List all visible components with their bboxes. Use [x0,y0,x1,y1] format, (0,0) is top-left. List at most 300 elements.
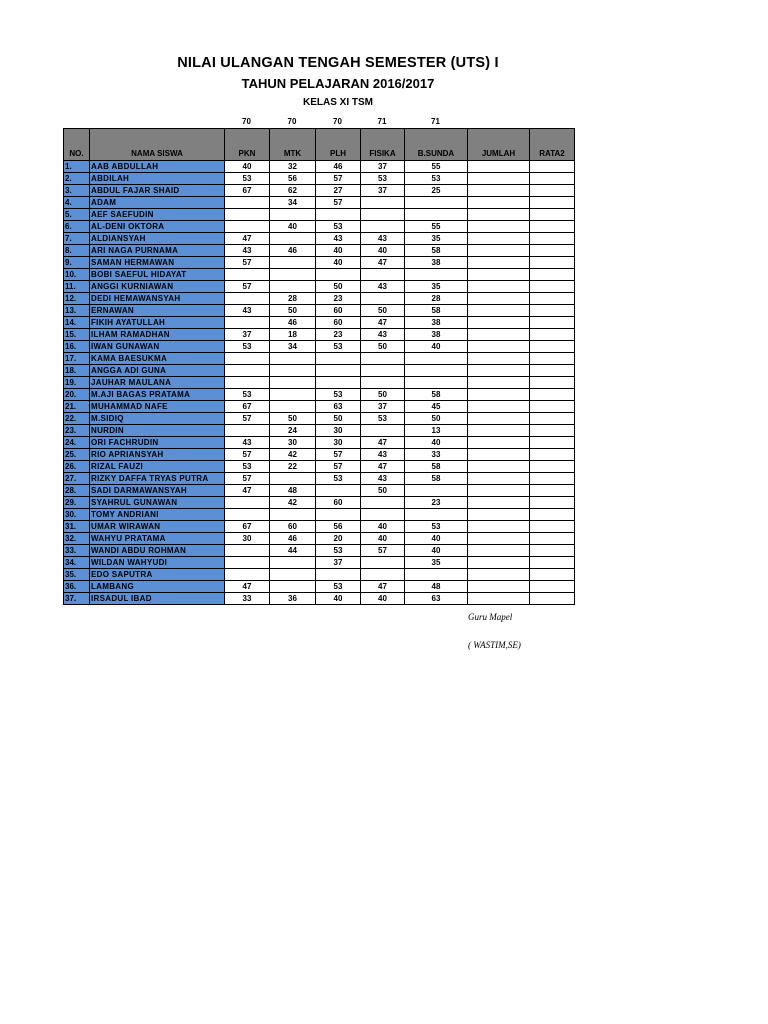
total-cell [468,221,530,233]
score-bsunda: 40 [405,545,468,557]
score-fisika: 47 [361,317,405,329]
score-mtk: 50 [270,413,316,425]
score-pkn: 57 [225,449,270,461]
score-mtk: 48 [270,485,316,497]
score-pkn: 67 [225,521,270,533]
average-cell [530,269,575,281]
score-mtk: 60 [270,521,316,533]
student-name: AEF SAEFUDIN [90,209,225,221]
total-cell [468,593,530,605]
total-cell [468,269,530,281]
score-fisika: 50 [361,389,405,401]
average-cell [530,593,575,605]
score-bsunda: 28 [405,293,468,305]
average-cell [530,485,575,497]
score-fisika: 43 [361,281,405,293]
score-plh: 60 [316,317,361,329]
total-cell [468,293,530,305]
col-bsunda-header: B.SUNDA [405,129,468,161]
score-mtk: 46 [270,245,316,257]
score-bsunda: 58 [405,461,468,473]
score-bsunda: 40 [405,437,468,449]
score-pkn: 53 [225,173,270,185]
score-pkn: 57 [225,413,270,425]
score-pkn: 30 [225,533,270,545]
student-name: ALDIANSYAH [90,233,225,245]
total-cell [468,449,530,461]
total-cell [468,485,530,497]
class-label: KELAS XI TSM [302,97,373,108]
score-mtk: 46 [270,533,316,545]
score-pkn [225,377,270,389]
student-name: ABDILAH [90,173,225,185]
score-mtk [270,509,316,521]
score-plh: 30 [316,425,361,437]
student-number: 1. [64,161,90,173]
score-pkn [225,365,270,377]
score-mtk: 28 [270,293,316,305]
student-name: UMAR WIRAWAN [90,521,225,533]
total-cell [468,341,530,353]
score-bsunda: 53 [405,521,468,533]
score-fisika: 53 [361,413,405,425]
score-fisika [361,209,405,221]
table-row [64,329,575,341]
score-fisika: 37 [361,185,405,197]
student-number: 7. [64,233,90,245]
average-cell [530,197,575,209]
average-cell [530,401,575,413]
student-number: 26. [64,461,90,473]
score-plh: 57 [316,173,361,185]
table-row [64,401,575,413]
score-fisika: 43 [361,449,405,461]
student-number: 18. [64,365,90,377]
student-name: M.SIDIQ [90,413,225,425]
student-name: ABDUL FAJAR SHAID [90,185,225,197]
table-row [64,437,575,449]
student-number: 5. [64,209,90,221]
average-cell [530,473,575,485]
score-bsunda: 55 [405,161,468,173]
score-mtk: 18 [270,329,316,341]
score-plh [316,509,361,521]
student-number: 23. [64,425,90,437]
average-cell [530,365,575,377]
table-row [64,521,575,533]
score-bsunda [405,485,468,497]
score-bsunda: 38 [405,329,468,341]
score-pkn: 53 [225,389,270,401]
score-plh: 20 [316,533,361,545]
score-bsunda: 38 [405,257,468,269]
student-number: 32. [64,533,90,545]
score-bsunda: 58 [405,473,468,485]
score-mtk: 34 [270,197,316,209]
student-name: LAMBANG [90,581,225,593]
student-name: SADI DARMAWANSYAH [90,485,225,497]
total-cell [468,209,530,221]
score-bsunda: 13 [405,425,468,437]
col-total-header: JUMLAH [468,129,530,161]
score-bsunda: 55 [405,221,468,233]
total-cell [468,245,530,257]
col-no-header: NO. [64,129,90,161]
score-bsunda [405,365,468,377]
total-cell [468,401,530,413]
score-fisika: 47 [361,461,405,473]
student-name: WILDAN WAHYUDI [90,557,225,569]
score-plh: 53 [316,221,361,233]
average-cell [530,389,575,401]
student-name: ORI FACHRUDIN [90,437,225,449]
score-plh [316,269,361,281]
score-fisika: 40 [361,245,405,257]
score-plh: 40 [316,257,361,269]
student-name: KAMA BAESUKMA [90,353,225,365]
average-cell [530,353,575,365]
score-plh [316,569,361,581]
score-pkn: 57 [225,281,270,293]
score-mtk: 40 [270,221,316,233]
average-cell [530,305,575,317]
score-fisika: 47 [361,257,405,269]
student-number: 13. [64,305,90,317]
score-plh [316,365,361,377]
student-name: SAMAN HERMAWAN [90,257,225,269]
student-number: 19. [64,377,90,389]
average-cell [530,209,575,221]
student-name: IWAN GUNAWAN [90,341,225,353]
score-bsunda: 33 [405,449,468,461]
score-bsunda: 63 [405,593,468,605]
total-cell [468,533,530,545]
student-number: 33. [64,545,90,557]
col-mtk-header: MTK [270,129,316,161]
score-pkn [225,425,270,437]
student-name: NURDIN [90,425,225,437]
score-bsunda: 45 [405,401,468,413]
table-row [64,377,575,389]
table-row [64,413,575,425]
student-number: 35. [64,569,90,581]
average-cell [530,497,575,509]
score-bsunda [405,509,468,521]
average-cell [530,173,575,185]
score-bsunda [405,197,468,209]
student-number: 30. [64,509,90,521]
score-fisika [361,221,405,233]
score-mtk [270,281,316,293]
score-pkn: 53 [225,461,270,473]
score-pkn [225,353,270,365]
score-pkn: 53 [225,341,270,353]
student-name: BOBI SAEFUL HIDAYAT [90,269,225,281]
col-fisika-header: FISIKA [361,129,405,161]
table-row [64,173,575,185]
student-number: 36. [64,581,90,593]
total-cell [468,377,530,389]
average-cell [530,581,575,593]
score-bsunda [405,569,468,581]
average-cell [530,281,575,293]
score-plh: 56 [316,521,361,533]
student-name: AAB ABDULLAH [90,161,225,173]
student-number: 8. [64,245,90,257]
kkm-plh: 70 [333,117,342,126]
student-number: 21. [64,401,90,413]
score-fisika: 47 [361,581,405,593]
student-name: MUHAMMAD NAFE [90,401,225,413]
total-cell [468,581,530,593]
score-fisika: 43 [361,473,405,485]
total-cell [468,461,530,473]
student-number: 22. [64,413,90,425]
score-mtk [270,233,316,245]
score-plh: 60 [316,305,361,317]
score-fisika: 37 [361,161,405,173]
report-title: NILAI ULANGAN TENGAH SEMESTER (UTS) I [177,55,499,71]
table-row [64,185,575,197]
score-pkn: 43 [225,245,270,257]
score-mtk: 34 [270,341,316,353]
total-cell [468,413,530,425]
score-plh: 30 [316,437,361,449]
score-pkn [225,197,270,209]
score-plh: 37 [316,557,361,569]
score-fisika: 43 [361,233,405,245]
score-mtk: 24 [270,425,316,437]
signature-name: ( WASTIM,SE) [468,640,521,650]
total-cell [468,173,530,185]
average-cell [530,161,575,173]
table-row [64,365,575,377]
average-cell [530,317,575,329]
score-fisika: 50 [361,305,405,317]
score-plh: 60 [316,497,361,509]
table-row [64,341,575,353]
score-pkn: 47 [225,233,270,245]
score-plh: 53 [316,545,361,557]
student-name: ILHAM RAMADHAN [90,329,225,341]
total-cell [468,425,530,437]
student-name: SYAHRUL GUNAWAN [90,497,225,509]
student-name: M.AJI BAGAS PRATAMA [90,389,225,401]
score-mtk: 30 [270,437,316,449]
total-cell [468,161,530,173]
table-row [64,269,575,281]
student-number: 10. [64,269,90,281]
col-name-header: NAMA SISWA [90,129,225,161]
table-row [64,257,575,269]
table-row [64,497,575,509]
score-bsunda: 58 [405,389,468,401]
score-plh [316,209,361,221]
score-mtk: 46 [270,317,316,329]
student-number: 25. [64,449,90,461]
student-name: WANDI ABDU ROHMAN [90,545,225,557]
total-cell [468,233,530,245]
score-fisika: 50 [361,341,405,353]
total-cell [468,365,530,377]
score-plh: 50 [316,413,361,425]
score-plh: 27 [316,185,361,197]
score-bsunda [405,209,468,221]
average-cell [530,509,575,521]
score-plh: 53 [316,473,361,485]
score-mtk [270,269,316,281]
table-row [64,461,575,473]
score-pkn: 33 [225,593,270,605]
score-pkn: 57 [225,473,270,485]
score-mtk [270,557,316,569]
total-cell [468,509,530,521]
score-pkn: 40 [225,161,270,173]
student-number: 29. [64,497,90,509]
score-fisika [361,557,405,569]
score-pkn [225,209,270,221]
student-name: RIZAL FAUZI [90,461,225,473]
score-mtk: 42 [270,497,316,509]
score-pkn [225,545,270,557]
average-cell [530,377,575,389]
score-mtk [270,581,316,593]
score-plh: 53 [316,389,361,401]
average-cell [530,437,575,449]
score-pkn [225,317,270,329]
average-cell [530,293,575,305]
total-cell [468,389,530,401]
total-cell [468,305,530,317]
score-fisika [361,269,405,281]
score-pkn [225,557,270,569]
col-plh-header: PLH [316,129,361,161]
score-bsunda [405,269,468,281]
score-fisika: 57 [361,545,405,557]
score-plh: 57 [316,197,361,209]
table-row [64,533,575,545]
total-cell [468,521,530,533]
score-bsunda: 58 [405,245,468,257]
student-number: 31. [64,521,90,533]
student-name: EDO SAPUTRA [90,569,225,581]
student-number: 3. [64,185,90,197]
total-cell [468,473,530,485]
score-mtk: 22 [270,461,316,473]
score-plh: 46 [316,161,361,173]
score-fisika: 37 [361,401,405,413]
student-name: AL-DENI OKTORA [90,221,225,233]
average-cell [530,449,575,461]
score-pkn [225,221,270,233]
score-pkn: 57 [225,257,270,269]
score-plh: 63 [316,401,361,413]
average-cell [530,185,575,197]
score-mtk [270,389,316,401]
score-pkn: 47 [225,485,270,497]
student-name: DEDI HEMAWANSYAH [90,293,225,305]
student-number: 16. [64,341,90,353]
table-row [64,509,575,521]
score-fisika [361,377,405,389]
average-cell [530,341,575,353]
score-pkn [225,269,270,281]
kkm-pkn: 70 [242,117,251,126]
student-number: 4. [64,197,90,209]
score-mtk [270,209,316,221]
student-number: 6. [64,221,90,233]
score-fisika [361,365,405,377]
score-pkn: 37 [225,329,270,341]
student-number: 17. [64,353,90,365]
student-number: 11. [64,281,90,293]
student-number: 12. [64,293,90,305]
table-row [64,353,575,365]
average-cell [530,569,575,581]
total-cell [468,569,530,581]
score-mtk: 62 [270,185,316,197]
score-mtk [270,365,316,377]
score-plh: 57 [316,461,361,473]
total-cell [468,353,530,365]
student-name: JAUHAR MAULANA [90,377,225,389]
table-row [64,197,575,209]
total-cell [468,329,530,341]
score-mtk: 42 [270,449,316,461]
table-row [64,593,575,605]
total-cell [468,281,530,293]
score-mtk [270,401,316,413]
score-pkn: 43 [225,305,270,317]
student-name: ANGGA ADI GUNA [90,365,225,377]
score-pkn [225,293,270,305]
score-plh: 53 [316,581,361,593]
score-mtk [270,377,316,389]
score-mtk: 36 [270,593,316,605]
table-row [64,581,575,593]
average-cell [530,557,575,569]
average-cell [530,521,575,533]
score-bsunda [405,377,468,389]
kkm-mtk: 70 [287,117,297,126]
score-fisika [361,293,405,305]
total-cell [468,557,530,569]
score-plh [316,485,361,497]
score-fisika: 47 [361,437,405,449]
student-name: ADAM [90,197,225,209]
score-mtk [270,473,316,485]
score-bsunda: 25 [405,185,468,197]
total-cell [468,545,530,557]
score-fisika: 40 [361,533,405,545]
score-bsunda: 53 [405,173,468,185]
table-row [64,161,575,173]
score-mtk: 50 [270,305,316,317]
score-fisika [361,353,405,365]
score-mtk [270,353,316,365]
signature-role: Guru Mapel [468,612,513,622]
score-plh: 40 [316,593,361,605]
total-cell [468,437,530,449]
score-bsunda: 48 [405,581,468,593]
table-row [64,545,575,557]
score-bsunda: 35 [405,233,468,245]
table-row [64,281,575,293]
student-number: 20. [64,389,90,401]
student-name: RIO APRIANSYAH [90,449,225,461]
student-number: 37. [64,593,90,605]
total-cell [468,317,530,329]
